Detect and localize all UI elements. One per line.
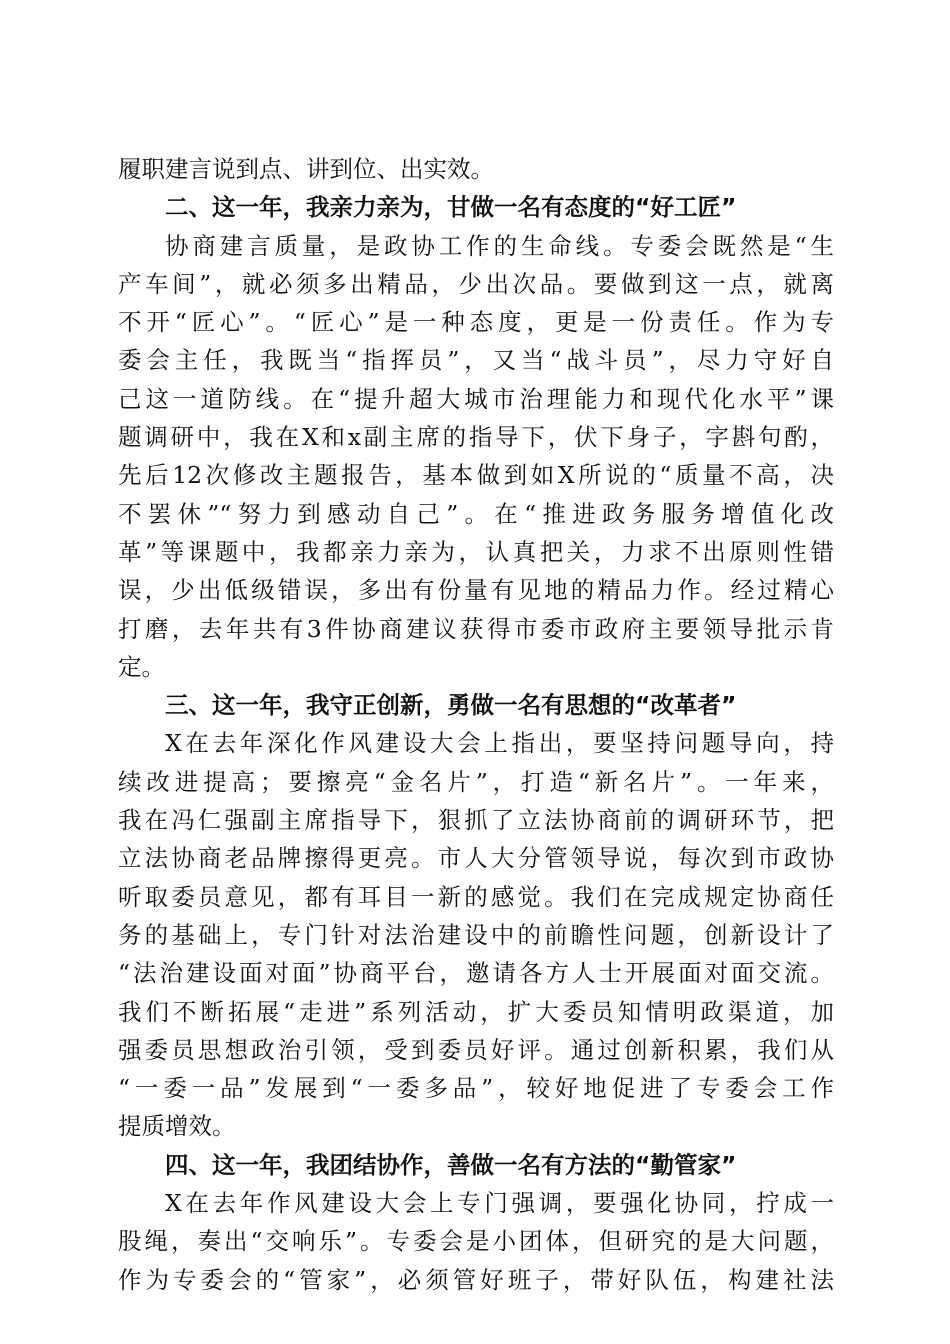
text-line: 我们不断拓展“走进”系列活动，扩大委员知情明政渠道，加 bbox=[118, 997, 834, 1026]
text-line: 误，少出低级错误，多出有份量有见地的精品力作。经过精心 bbox=[118, 576, 834, 605]
section-heading-3: 三、这一年，我守正创新，勇做一名有思想的“改革者” bbox=[165, 691, 737, 720]
text-line: 产车间”，就必须多出精品，少出次品。要做到这一点，就离 bbox=[118, 269, 834, 298]
text-line: 听取委员意见，都有耳目一新的感觉。我们在完成规定协商任 bbox=[118, 882, 834, 911]
text-line: 股绳，奏出“交响乐”。专委会是小团体，但研究的是大问题， bbox=[118, 1227, 834, 1256]
text-line: 作为专委会的“管家”，必须管好班子，带好队伍，构建社法 bbox=[118, 1265, 834, 1294]
text-line: 提质增效。 bbox=[118, 1112, 236, 1141]
text-line: 不罢休”“努力到感动自己”。在“推进政务服务增值化改 bbox=[118, 499, 834, 528]
text-line: 我在冯仁强副主席指导下，狠抓了立法协商前的调研环节，把 bbox=[118, 806, 834, 835]
text-line: “一委一品”发展到“一委多品”，较好地促进了专委会工作 bbox=[118, 1074, 834, 1103]
text-line: 革”等课题中，我都亲力亲为，认真把关，力求不出原则性错 bbox=[118, 537, 834, 566]
section-heading-2: 二、这一年，我亲力亲为，甘做一名有态度的“好工匠” bbox=[165, 193, 737, 222]
text-line: X在去年深化作风建设大会上指出，要坚持问题导向，持 bbox=[165, 729, 834, 758]
text-line: 题调研中，我在X和x副主席的指导下，伏下身子，字斟句酌， bbox=[118, 423, 834, 452]
text-line: 先后12次修改主题报告，基本做到如X所说的“质量不高，决 bbox=[118, 461, 834, 490]
text-line: 协商建言质量，是政协工作的生命线。专委会既然是“生 bbox=[165, 231, 834, 260]
text-line: X在去年作风建设大会上专门强调，要强化协同，拧成一 bbox=[165, 1189, 834, 1218]
text-line: 定。 bbox=[118, 652, 165, 681]
section-heading-4: 四、这一年，我团结协作，善做一名有方法的“勤管家” bbox=[165, 1150, 737, 1179]
text-line: 打磨，去年共有3件协商建议获得市委市政府主要领导批示肯 bbox=[118, 614, 834, 643]
document-body bbox=[118, 150, 834, 1299]
text-line: 强委员思想政治引领，受到委员好评。通过创新积累，我们从 bbox=[118, 1035, 834, 1064]
text-line: 委会主任，我既当“指挥员”，又当“战斗员”，尽力守好自 bbox=[118, 346, 834, 375]
text-line: 务的基础上，专门针对法治建设中的前瞻性问题，创新设计了 bbox=[118, 920, 834, 949]
text-line: 续改进提高；要擦亮“金名片”，打造“新名片”。一年来， bbox=[118, 767, 834, 796]
text-line: 不开“匠心”。“匠心”是一种态度，更是一份责任。作为专 bbox=[118, 308, 834, 337]
text-line: 立法协商老品牌擦得更亮。市人大分管领导说，每次到市政协 bbox=[118, 844, 834, 873]
text-line: 己这一道防线。在“提升超大城市治理能力和现代化水平”课 bbox=[118, 384, 834, 413]
text-line: 履职建言说到点、讲到位、出实效。 bbox=[118, 155, 494, 183]
text-line: “法治建设面对面”协商平台，邀请各方人士开展面对面交流。 bbox=[118, 959, 834, 988]
